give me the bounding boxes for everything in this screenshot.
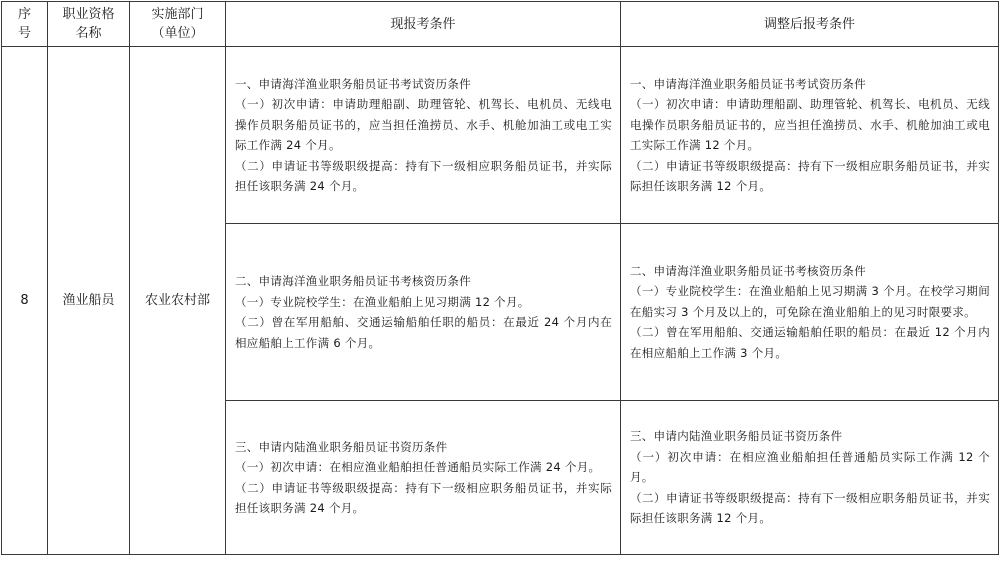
current-conditions-1 [226,47,621,224]
cell-dept: 农业农村部 [130,47,226,555]
condition-item: （一）专业院校学生：在渔业船舶上见习期满 12 个月。 [235,294,530,309]
cell-name: 渔业船员 [48,47,130,555]
header-dept: 实施部门（单位） [130,2,226,47]
condition-item: （二）申请证书等级职级提高：持有下一级相应职务船员证书，并实际担任该职务满 12 个月。 [630,158,990,193]
current-conditions-3 [226,401,621,555]
adjusted-conditions-3 [621,401,999,555]
condition-heading: 一、申请海洋渔业职务船员证书考试资历条件 [630,76,866,91]
header-name: 职业资格名称 [48,2,130,47]
current-conditions-2 [226,224,621,401]
condition-heading: 二、申请海洋渔业职务船员证书考核资历条件 [235,274,471,288]
qualification-table [1,1,999,555]
table-row [2,47,999,224]
header-adjusted: 调整后报考条件 [621,2,999,47]
condition-heading: 三、申请内陆渔业职务船员证书资历条件 [630,429,843,444]
condition-item: （一）初次申请：申请助理船副、助理管轮、机驾长、电机员、无线电操作员职务船员证书的，应当担任渔捞员、水手、机舱加油工或电工实际工作满 12 个月。 [630,97,990,152]
adjusted-conditions-2 [621,224,999,401]
condition-item: （二）曾在军用船舶、交通运输船舶任职的船员：在最近 24 个月内在相应船舶上工作满 6 个月。 [235,315,612,350]
condition-heading: 三、申请内陆渔业职务船员证书资历条件 [235,439,448,454]
header-current: 现报考条件 [226,2,621,47]
condition-item: （二）申请证书等级职级提高：持有下一级相应职务船员证书，并实际担任该职务满 12 个月。 [630,490,990,526]
cell-seq: 8 [2,47,48,555]
condition-heading: 二、申请海洋渔业职务船员证书考核资历条件 [630,263,866,278]
condition-item: （二）申请证书等级职级提高：持有下一级相应职务船员证书，并实际担任该职务满 24 个月。 [235,158,612,193]
condition-heading: 一、申请海洋渔业职务船员证书考试资历条件 [235,76,471,91]
condition-item: （一）专业院校学生：在渔业船舶上见习期满 3 个月。在校学习期间在船实习 3 个月及以上的，可免除在渔业船舶上的见习时限要求。 [630,284,990,319]
condition-item: （二）申请证书等级职级提高：持有下一级相应职务船员证书，并实际担任该职务满 24 个月。 [235,480,612,515]
condition-item: （一）初次申请：在相应渔业船舶担任普通船员实际工作满 12 个月。 [630,449,990,485]
condition-item: （一）初次申请：申请助理船副、助理管轮、机驾长、电机员、无线电操作员职务船员证书的，应当担任渔捞员、水手、机舱加油工或电工实际工作满 24 个月。 [235,97,612,152]
header-seq: 序号 [2,2,48,47]
adjusted-conditions-1 [621,47,999,224]
condition-item: （一）初次申请：在相应渔业船舶担任普通船员实际工作满 24 个月。 [235,460,601,474]
header-row [2,2,999,47]
condition-item: （二）曾在军用船舶、交通运输船舶任职的船员：在最近 12 个月内在相应船舶上工作满 3 个月。 [630,325,990,360]
